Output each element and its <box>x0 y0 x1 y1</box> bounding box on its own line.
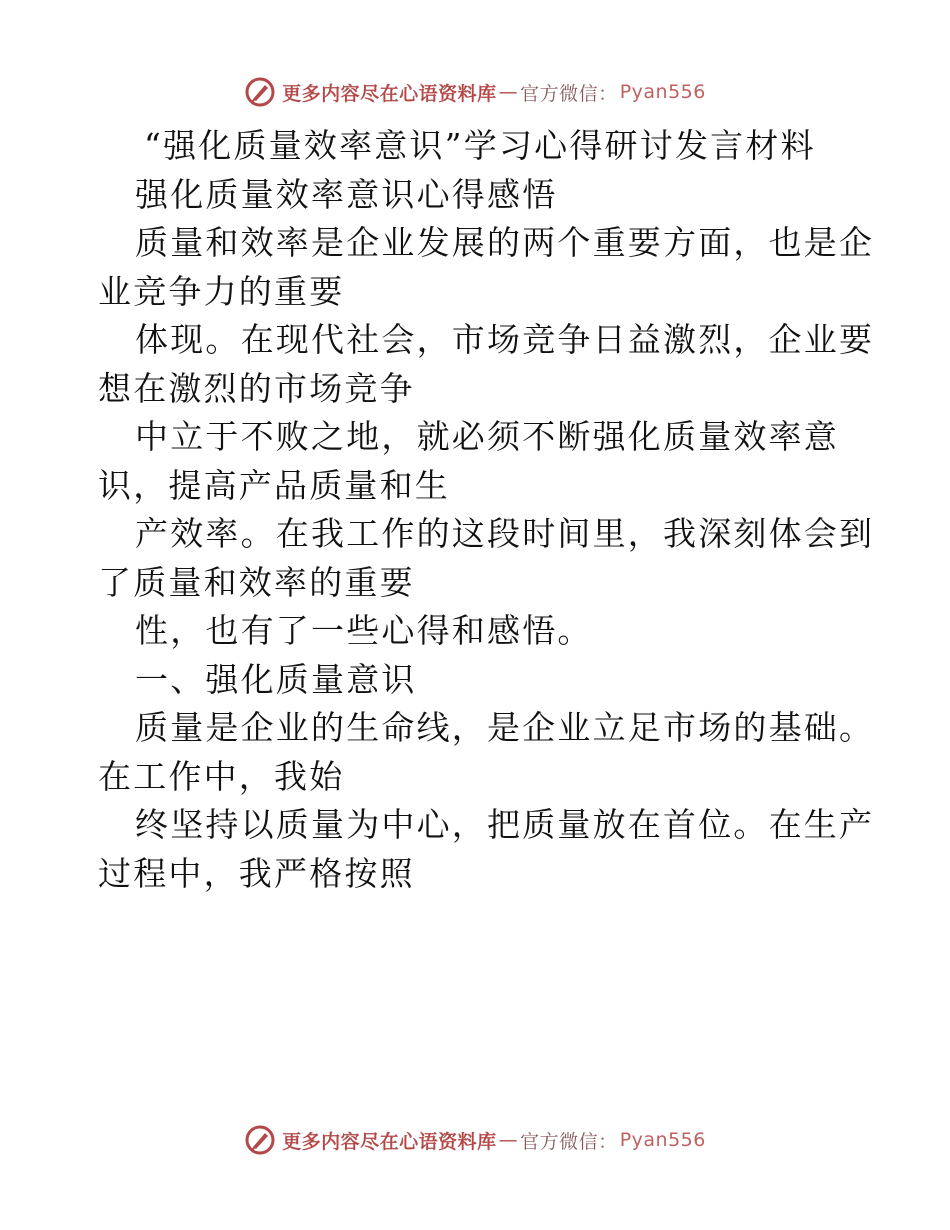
watermark-separator: — <box>498 81 519 103</box>
watermark-separator: — <box>498 1129 519 1151</box>
quill-logo-icon <box>244 1124 276 1156</box>
document-body <box>98 122 875 898</box>
paragraph-line: 过程中，我严格按照 <box>98 853 415 893</box>
quill-logo-icon <box>244 76 276 108</box>
section-heading: 一、强化质量意识 <box>135 659 417 699</box>
paragraph-line: 了质量和效率的重要 <box>98 562 415 602</box>
paragraph-line: 想在激烈的市场竞争 <box>98 368 415 408</box>
watermark-footer <box>0 1120 950 1160</box>
document-subtitle: 强化质量效率意识心得感悟 <box>135 174 558 214</box>
watermark-wechat-id: Pyan556 <box>619 81 706 103</box>
paragraph-line: 产效率。在我工作的这段时间里，我深刻体会到 <box>135 514 875 553</box>
watermark-wechat-id: Pyan556 <box>619 1129 706 1151</box>
watermark-label: 官方微信： <box>520 82 618 105</box>
paragraph-line: 业竞争力的重要 <box>98 271 345 311</box>
paragraph-line: 质量是企业的生命线，是企业立足市场的基础。 <box>135 708 875 747</box>
paragraph-line: 中立于不败之地，就必须不断强化质量效率意 <box>135 417 839 456</box>
document-title: “强化质量效率意识”学习心得研讨发言材料 <box>144 126 816 165</box>
watermark-site-text: 更多内容尽在心语资料库 <box>282 1130 497 1153</box>
watermark-header <box>0 72 950 112</box>
paragraph-line: 体现。在现代社会，市场竞争日益激烈，企业要 <box>135 320 875 359</box>
paragraph-line: 在工作中，我始 <box>98 756 345 796</box>
paragraph-line: 终坚持以质量为中心，把质量放在首位。在生产 <box>135 805 875 844</box>
paragraph-line: 性，也有了一些心得和感悟。 <box>135 611 593 650</box>
paragraph-line: 质量和效率是企业发展的两个重要方面，也是企 <box>135 223 875 262</box>
paragraph-line: 识，提高产品质量和生 <box>98 465 450 505</box>
watermark-label: 官方微信： <box>520 1130 618 1153</box>
watermark-site-text: 更多内容尽在心语资料库 <box>282 82 497 105</box>
